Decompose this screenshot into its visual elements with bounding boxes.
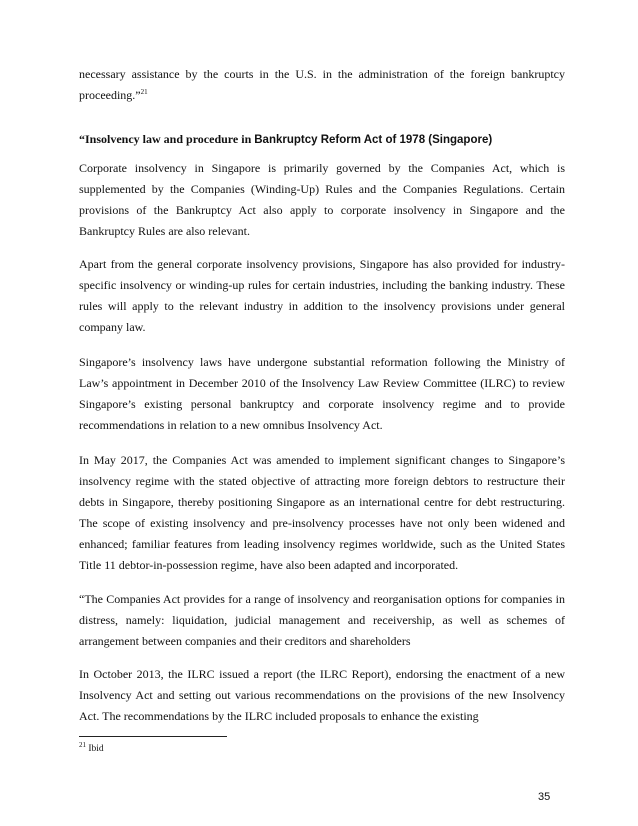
paragraph-intro bbox=[79, 64, 565, 106]
paragraph-corporate-insolvency: Corporate insolvency in Singapore is primarily governed by the Companies Act, which is supplemented by the Companies (Winding-Up) Rules and the Companies Regulations. Certain provisions of the Bankruptcy Act also apply to corporate insolvency in Singapore and the Bankruptcy Rules are also relevant. bbox=[79, 161, 565, 238]
footnote-number: 21 bbox=[79, 740, 86, 749]
footnote-reference: 21 bbox=[140, 88, 148, 96]
paragraph-companies-act: “The Companies Act provides for a range of insolvency and reorganisation options for companies in distress, namely: liquidation, judicial management and receivership, as well as schemes of arrangement between companies and their creditors and shareholders bbox=[79, 592, 565, 648]
section-heading-serif: “Insolvency law and procedure in bbox=[79, 132, 255, 146]
footnote bbox=[79, 742, 104, 756]
paragraph-intro-text: necessary assistance by the courts in the U.S. in the administration of the foreign bankruptcy proceeding.” bbox=[79, 67, 565, 102]
paragraph-reformation: Singapore’s insolvency laws have undergone substantial reformation following the Ministry of Law’s appointment in December 2010 of the Insolvency Law Review Committee (ILRC) to review Singapore’s existing personal bankruptcy and corporate insolvency regime and to provide recommendations in relation to a new omnibus Insolvency Act. bbox=[79, 355, 565, 432]
paragraph-october-2013: In October 2013, the ILRC issued a report (the ILRC Report), endorsing the enactment of a new Insolvency Act and setting out various recommendations on the provisions of the new Insolvency Act. The recommendations by the ILRC included proposals to enhance the existing bbox=[79, 667, 565, 723]
paragraph-industry-specific: Apart from the general corporate insolvency provisions, Singapore has also provided for industry-specific insolvency or winding-up rules for certain industries, including the banking industry. These rules will apply to the relevant industry in addition to the insolvency provisions under general company law. bbox=[79, 257, 565, 334]
footnote-divider bbox=[79, 736, 227, 737]
page-number: 35 bbox=[538, 791, 551, 803]
footnote-text: Ibid bbox=[86, 744, 104, 754]
section-heading bbox=[79, 130, 565, 149]
section-heading-sans: Bankruptcy Reform Act of 1978 (Singapore) bbox=[254, 134, 493, 146]
paragraph-may-2017: In May 2017, the Companies Act was amended to implement significant changes to Singapore’s insolvency regime with the stated objective of attracting more foreign debtors to restructure their debts in Singapore, thereby positioning Singapore as an international centre for debt restructuring. The scope of existing insolvency and pre-insolvency processes have not only been widened and enhanced; familiar features from leading insolvency regimes worldwide, such as the United States Title 11 debtor-in-possession regime, have also been adapted and incorporated. bbox=[79, 453, 565, 572]
